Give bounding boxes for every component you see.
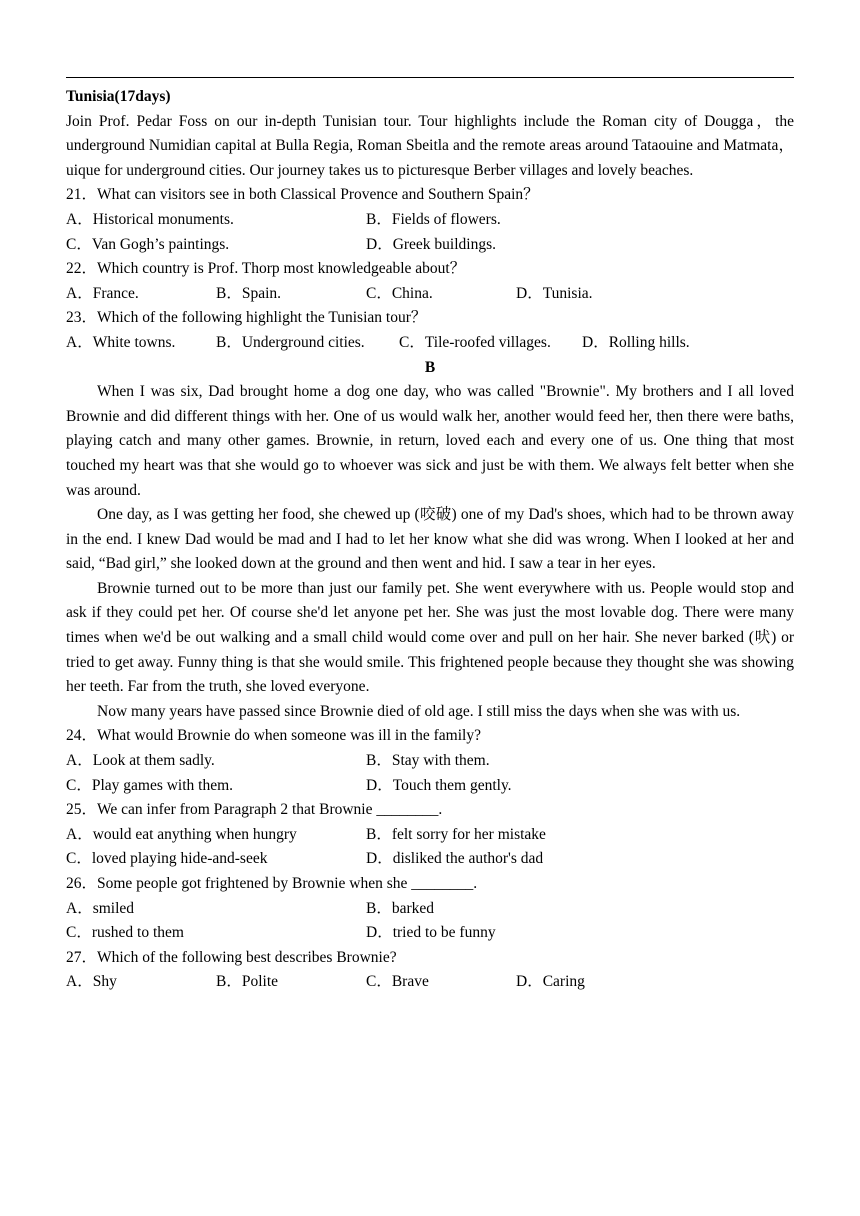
option-d: D．Touch them gently. (366, 776, 512, 794)
option-b: B．Polite (216, 973, 279, 991)
header-rule (66, 77, 794, 78)
question-options (66, 774, 794, 799)
question-options (66, 970, 794, 995)
section-b-label: B (424, 358, 436, 376)
question-options (66, 749, 794, 774)
passage-paragraph-4: Now many years have passed since Brownie died of old age. I still miss the days when she was with us. (97, 702, 741, 720)
question-options (66, 921, 794, 946)
option-a: A．France. (66, 284, 139, 302)
option-c: C．Van Gogh’s paintings. (66, 235, 230, 253)
option-c: C．loved playing hide-and-seek (66, 850, 268, 868)
page-content (66, 85, 794, 995)
option-c: C．China. (366, 284, 433, 302)
question-stem: 23．Which of the following highlight the Tunisian tour？ (66, 309, 427, 327)
question-options (66, 897, 794, 922)
option-a: A．would eat anything when hungry (66, 825, 297, 843)
option-d: D．Caring (516, 973, 585, 991)
option-c: C．rushed to them (66, 924, 184, 942)
option-b: B．Fields of flowers. (366, 210, 501, 228)
question-stem: 26．Some people got frightened by Brownie when she ________. (66, 875, 478, 892)
option-a: A．White towns. (66, 333, 176, 351)
option-c: C．Tile-roofed villages. (399, 333, 551, 351)
option-a: A．Look at them sadly. (66, 752, 215, 770)
question-options (66, 233, 794, 258)
tunisia-description: Join Prof. Pedar Foss on our in-depth Tunisian tour. Tour highlights include the Roman city of Dougga，the underground Numidian capital at Bulla Regia, Roman Sbeitla and the remote areas around Tataouine and Matmata，uique for underground cities. Our journey takes us to picturesque Berber villages and lovely beaches. (66, 112, 794, 179)
question-stem: 24．What would Brownie do when someone was ill in the family? (66, 727, 481, 745)
option-d: D．Rolling hills. (582, 333, 690, 351)
option-b: B．felt sorry for her mistake (366, 825, 546, 843)
option-a: A．smiled (66, 899, 135, 917)
option-b: B．Stay with them. (366, 752, 490, 770)
option-a: A．Shy (66, 973, 117, 991)
option-d: D．tried to be funny (366, 924, 496, 942)
question-options (66, 282, 794, 307)
option-d: D．Greek buildings. (366, 235, 497, 253)
option-c: C．Play games with them. (66, 776, 234, 794)
tunisia-heading: Tunisia(17days) (66, 88, 171, 105)
option-b: B．Spain. (216, 284, 282, 302)
question-stem: 21．What can visitors see in both Classical Provence and Southern Spain？ (66, 186, 539, 204)
passage-paragraph-2: One day, as I was getting her food, she chewed up (咬破) one of my Dad's shoes, which had to be thrown away in the end. I knew Dad would be mad and I had to let her know what she did was wrong. When I looked at her and said, “Bad girl,” she looked down at the ground and then went and hid. I saw a tear in her eyes. (66, 506, 794, 573)
option-c: C．Brave (366, 973, 429, 991)
option-d: D．Tunisia. (516, 284, 593, 302)
option-a: A．Historical monuments. (66, 210, 234, 228)
question-options (66, 847, 794, 872)
question-stem: 25．We can infer from Paragraph 2 that Brownie ________. (66, 801, 443, 819)
passage-paragraph-1: When I was six, Dad brought home a dog one day, who was called "Brownie". My brothers and I all loved Brownie and did different things with her. One of us would walk her, another would feed her, then there were baths, playing catch and many other games. Brownie, in return, loved each and every one of us. One thing that most touched my heart was that she would go to whoever was sick and just be with them. We always felt better when she was around. (66, 383, 794, 499)
option-d: D．disliked the author's dad (366, 850, 544, 868)
option-b: B．barked (366, 899, 435, 917)
question-options (66, 208, 794, 233)
question-stem: 27．Which of the following best describes Brownie? (66, 948, 397, 966)
question-stem: 22．Which country is Prof. Thorp most knowledgeable about？ (66, 260, 466, 278)
question-options (66, 331, 794, 356)
passage-paragraph-3: Brownie turned out to be more than just our family pet. She went everywhere with us. People would stop and ask if they could pet her. Of course she'd let anyone pet her. She was just the most lovable dog. There were many times when we'd be out walking and a small child would come over and pull on her hair. She never barked (吠) or tried to get away. Funny thing is that she would smile. This frightened people because they thought she was showing her teeth. Far from the truth, she loved everyone. (66, 579, 794, 696)
question-options (66, 823, 794, 848)
option-b: B．Underground cities. (216, 333, 365, 351)
